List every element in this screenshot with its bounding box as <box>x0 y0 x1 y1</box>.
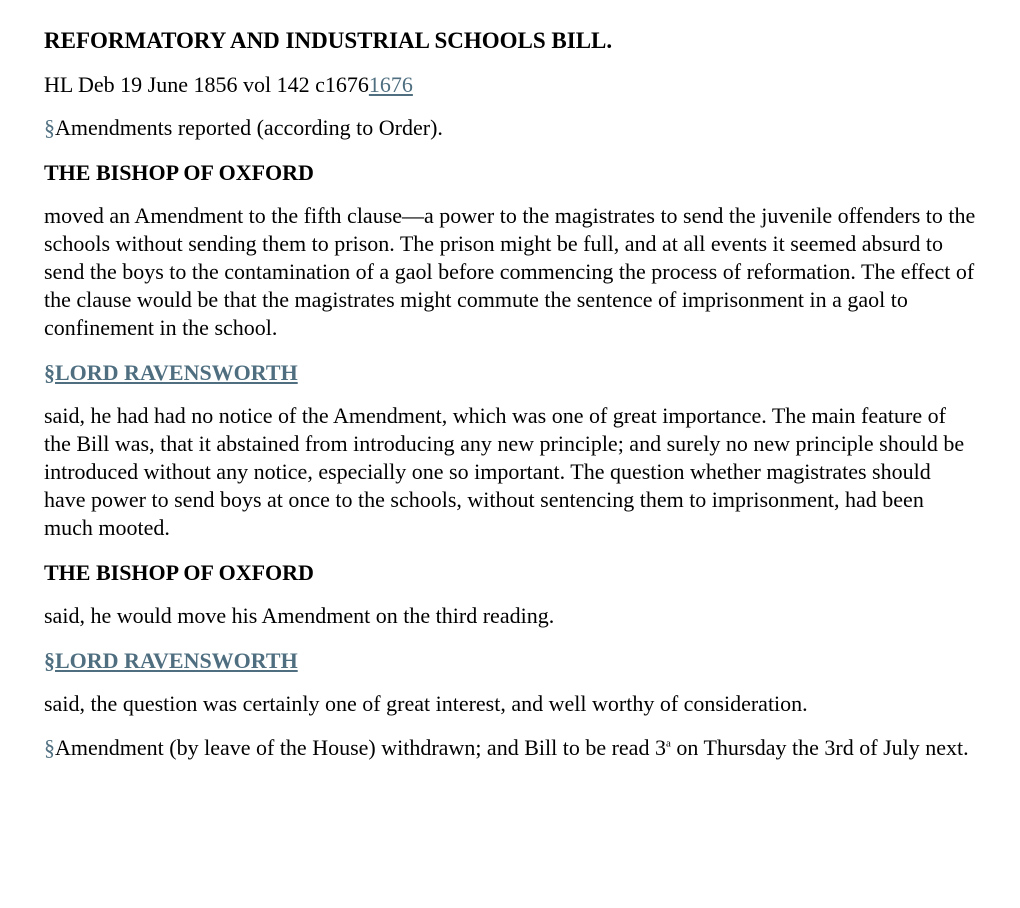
closing-text-after: on Thursday the 3rd of July next. <box>670 735 969 760</box>
speaker-label: THE BISHOP OF OXFORD <box>44 560 314 585</box>
speaker-name <box>44 358 976 388</box>
speaker-link[interactable]: LORD RAVENSWORTH <box>55 648 298 673</box>
column-link[interactable]: 1676 <box>368 72 413 97</box>
third-reading-superscript: a <box>665 737 671 750</box>
paragraph-text: said, the question was certainly one of great interest, and well worthy of consideration. <box>44 691 808 716</box>
speech-paragraph <box>44 602 976 630</box>
paragraph-text: said, he had had no notice of the Amendment, which was one of great importance. The main feature of the Bill was, that it abstained from introducing any new principle; and surely no new principle should be introduced without any notice, especially one so important. The question whether magistrates should have power to send boys at once to the schools, without sentencing them to imprisonment, had been much mooted. <box>44 403 965 540</box>
speech-paragraph <box>44 114 976 142</box>
speech-paragraph <box>44 690 976 718</box>
citation-text: HL Deb 19 June 1856 vol 142 c1676 <box>44 72 369 97</box>
section-mark-link[interactable]: § <box>44 648 55 673</box>
page-title: REFORMATORY AND INDUSTRIAL SCHOOLS BILL. <box>44 28 613 53</box>
section-mark-link[interactable]: § <box>44 115 55 140</box>
closing-paragraph <box>44 734 976 762</box>
speaker-name <box>44 158 976 188</box>
speaker-name <box>44 646 976 676</box>
paragraph-text: Amendments reported (according to Order). <box>55 115 443 140</box>
speech-paragraph <box>44 202 976 342</box>
speaker-name <box>44 558 976 588</box>
debate-body <box>44 114 976 718</box>
section-mark-link[interactable]: § <box>44 360 55 385</box>
paragraph-text: moved an Amendment to the fifth clause—a power to the magistrates to send the juvenile offenders to the schools without sending them to prison. The prison might be full, and at all events it seemed absurd to send the boys to the contamination of a gaol before commencing the process of reformation. The effect of the clause would be that the magistrates might commute the sentence of imprisonment in a gaol to confinement in the school. <box>44 203 976 340</box>
closing-text-before: Amendment (by leave of the House) withdrawn; and Bill to be read 3 <box>55 735 666 760</box>
speech-paragraph <box>44 402 976 542</box>
section-mark-link[interactable]: § <box>44 735 55 760</box>
speaker-link[interactable]: LORD RAVENSWORTH <box>55 360 298 385</box>
speaker-label: THE BISHOP OF OXFORD <box>44 160 314 185</box>
citation <box>44 70 976 100</box>
paragraph-text: said, he would move his Amendment on the third reading. <box>44 603 555 628</box>
